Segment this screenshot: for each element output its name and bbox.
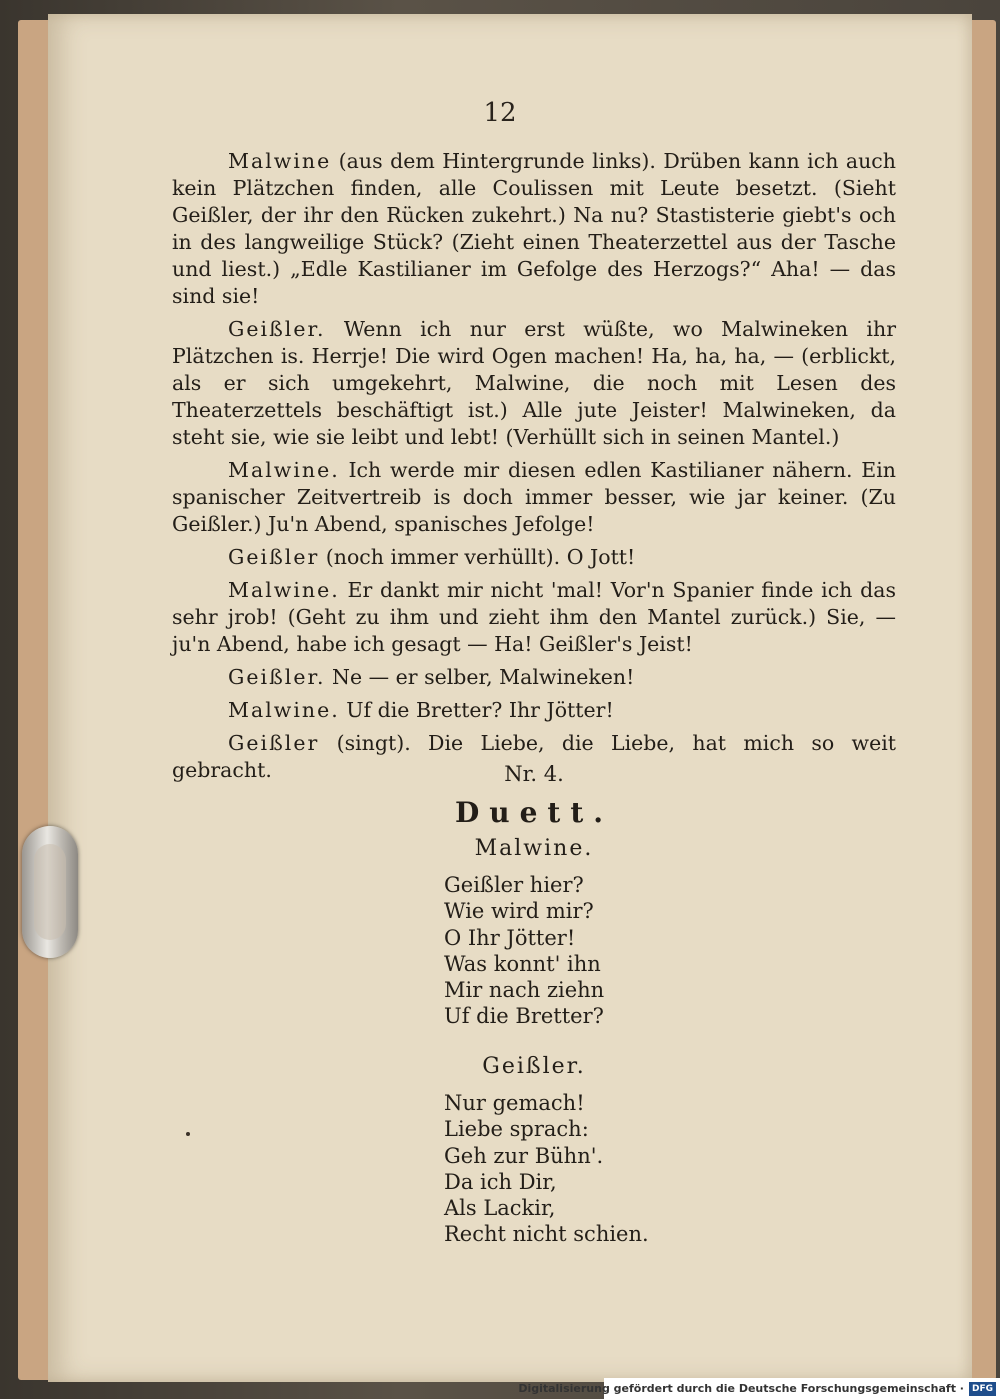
paragraph-text: Uf die Bretter? Ihr Jötter! [339, 698, 614, 722]
verse-line: Was konnt' ihn [444, 951, 601, 976]
footer-credit: Digitalisierung gefördert durch die Deutsche Forschungsgemeinschaft · [518, 1382, 964, 1395]
speaker-name: Geißler [228, 545, 320, 569]
paragraph [172, 697, 896, 724]
speaker-name: Geißler. [228, 317, 326, 341]
paragraph-text: Ne — er selber, Malwineken! [325, 665, 635, 689]
paragraph [172, 544, 896, 571]
song-number: Nr. 4. [504, 762, 564, 786]
verse-line: Recht nicht schien. [444, 1222, 649, 1247]
paragraph-text: (aus dem Hintergrunde links). Drüben kann ich auch kein Plätzchen finden, alle Coulissen mit Leute besetzt. (Sieht Geißler, der ihr den Rücken zukehrt.) Na nu? Stastisterie giebt's och in des langweilige Stück? (Zieht einen Theaterzettel aus der Tasche und liest.) „Edle Kastilianer im Gefolge des Herzogs?“ Aha! — das sind sie! [172, 149, 896, 308]
verse-line: Nur gemach! [444, 1091, 585, 1115]
speaker-name: Malwine. [228, 458, 340, 482]
verse-line: O Ihr Jötter! [444, 925, 576, 950]
speaker-name: Geißler [228, 731, 320, 755]
speaker-name: Malwine [228, 149, 332, 173]
verse-line: Mir nach ziehn [444, 978, 605, 1003]
verse-malwine [444, 872, 604, 1030]
page-clip [22, 826, 78, 958]
paragraph-text: Wenn ich nur erst wüßte, wo Malwineken ihr Plätzchen is. Herrje! Die wird Ogen machen! Ha, ha, ha, — (erblickt, als er sich umgekehrt, Malwine, die noch mit Lesen des Theaterzettels beschäftigt ist.) Alle jute Jeister! Malwineken, da steht sie, wie sie leibt und lebt! (Verhüllt sich in seinen Mantel.) [172, 317, 896, 449]
dfg-logo: DFG [969, 1382, 996, 1396]
digitization-footer [518, 1378, 1000, 1399]
role-heading-malwine: Malwine. [474, 836, 594, 861]
role-heading-geissler: Geißler. [482, 1054, 586, 1079]
page-number: 12 [483, 98, 517, 128]
paragraph-text: (noch immer verhüllt). O Jott! [319, 545, 636, 569]
paragraph-text: (singt). Die Liebe, die Liebe, hat mich so weit gebracht. [172, 731, 896, 782]
dialogue-text [172, 148, 896, 790]
page-clip-inner [34, 844, 66, 940]
paragraph [172, 664, 896, 691]
paragraph [172, 148, 896, 310]
verse-line: Geißler hier? [444, 873, 584, 897]
verse-line: Geh zur Bühn'. [444, 1143, 604, 1168]
paragraph-text: Er dankt mir nicht 'mal! Vor'n Spanier finde ich das sehr jrob! (Geht zu ihm und zieht ihm den Mantel zurück.) Sie, — ju'n Abend, habe ich gesagt — Ha! Geißler's Jeist! [172, 578, 896, 656]
paragraph [172, 316, 896, 451]
paragraph [172, 577, 896, 658]
verse-line: Da ich Dir, [444, 1169, 557, 1194]
ink-speck [186, 1132, 190, 1136]
paragraph [172, 457, 896, 538]
verse-line: Wie wird mir? [444, 899, 594, 924]
verse-line: Als Lackir, [444, 1196, 556, 1221]
verse-line: Liebe sprach: [444, 1117, 589, 1142]
verse-line: Uf die Bretter? [444, 1004, 604, 1029]
speaker-name: Malwine. [228, 698, 340, 722]
song-title: Duett. [454, 796, 614, 829]
verse-geissler [444, 1090, 649, 1248]
speaker-name: Geißler. [228, 665, 326, 689]
paragraph-text: Ich werde mir diesen edlen Kastilianer nähern. Ein spanischer Zeitvertreib is doch immer besser, wie jar keiner. (Zu Geißler.) Ju'n Abend, spanisches Jefolge! [172, 458, 896, 536]
speaker-name: Malwine. [228, 578, 340, 602]
